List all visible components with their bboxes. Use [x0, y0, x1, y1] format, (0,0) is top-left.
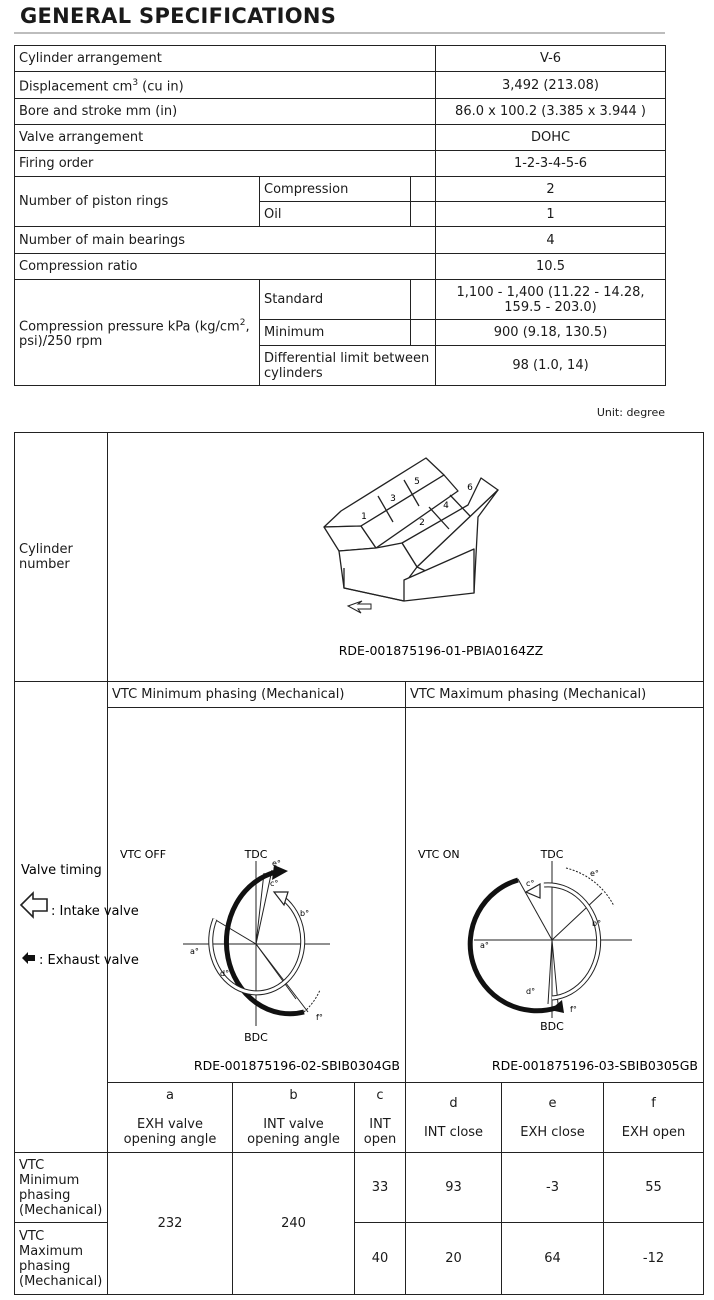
tdc-label: TDC: [244, 848, 268, 861]
table-row: [15, 1083, 704, 1153]
displacement-sup: 3: [132, 77, 139, 88]
column-desc: INT valve opening angle: [247, 1117, 340, 1147]
table-row: [15, 227, 666, 254]
column-header-f: [604, 1083, 704, 1153]
cylinder-3-label: 3: [390, 494, 396, 504]
vtc-min-figure-cell: [108, 708, 406, 1083]
table-row: [15, 46, 666, 72]
cylinder-1-label: 1: [361, 512, 367, 522]
displacement-label: Displacement cm: [19, 79, 133, 95]
spec-value: 1-2-3-4-5-6: [436, 151, 666, 177]
value-d: 20: [406, 1223, 502, 1295]
spec-value: 98 (1.0, 14): [436, 346, 666, 386]
column-header-e: [502, 1083, 604, 1153]
column-desc: EXH open: [621, 1124, 686, 1140]
column-header-d: [406, 1083, 502, 1153]
table-row: [15, 177, 666, 202]
unit-note: Unit: degree: [596, 406, 665, 419]
table-row: [15, 1153, 704, 1223]
cylinder-5-label: 5: [414, 477, 420, 487]
spec-label: Cylinder arrangement: [15, 46, 436, 72]
column-header-c: [355, 1083, 406, 1153]
column-header-b: [233, 1083, 355, 1153]
figure-caption: RDE-001875196-01-PBIA0164ZZ: [338, 643, 544, 658]
mark-e: e°: [590, 869, 599, 878]
cylinder-2-label: 2: [419, 518, 425, 528]
compression-pressure-label: Compression pressure kPa (kg/cm: [19, 319, 240, 335]
table-row: [15, 125, 666, 151]
spec-value: 4: [436, 227, 666, 254]
value-f: -12: [604, 1223, 704, 1295]
intake-valve-text: : Intake valve: [51, 904, 139, 919]
spec-sublabel: Standard: [260, 280, 411, 320]
spec-spacer: [411, 320, 436, 346]
spec-value: 2: [436, 177, 666, 202]
column-header-a: [108, 1083, 233, 1153]
f-angle-arc: [304, 990, 320, 1012]
spec-label: Firing order: [15, 151, 436, 177]
vtc-min-diagram: [108, 708, 405, 1078]
table-row: [15, 99, 666, 125]
valve-timing-label: Valve timing: [21, 863, 102, 878]
compression-pressure-label-unit: , psi)/250 rpm: [19, 319, 250, 350]
column-desc: INT close: [423, 1124, 484, 1140]
spec-sublabel: Differential limit between cylinders: [260, 346, 436, 386]
figure-caption: RDE-001875196-02-SBIB0304GB: [193, 1058, 400, 1073]
mark-a: a°: [480, 941, 489, 950]
mark-c: c°: [270, 879, 279, 888]
mark-e: e°: [272, 859, 281, 868]
table-row: [15, 254, 666, 280]
mark-d: d°: [526, 987, 536, 996]
spec-value: 900 (9.18, 130.5): [436, 320, 666, 346]
engine-block-drawing: [324, 458, 498, 601]
column-desc: INT open: [363, 1117, 397, 1147]
spec-value: 1,100 - 1,400 (11.22 - 14.28, 159.5 - 203.0): [436, 280, 666, 320]
cylinder-figure: [108, 433, 703, 677]
spec-value: 10.5: [436, 254, 666, 280]
intake-arrow-icon: [21, 893, 47, 917]
vtc-max-figure-cell: [406, 708, 704, 1083]
mark-c: c°: [526, 879, 535, 888]
value-a: 232: [108, 1153, 233, 1295]
vtc-mode-label: VTC ON: [418, 848, 460, 861]
row-label: VTC Minimum phasing (Mechanical): [15, 1153, 108, 1223]
table-row: [15, 280, 666, 320]
direction-arrow: [348, 601, 371, 613]
value-e: 64: [502, 1223, 604, 1295]
exhaust-valve-label: : Exhaust valve: [39, 953, 139, 968]
compression-pressure-sup: 2: [239, 317, 246, 328]
tdc-label: TDC: [540, 848, 564, 861]
column-desc: EXH close: [520, 1124, 585, 1140]
spec-label: [15, 72, 436, 99]
vtc-min-heading: VTC Minimum phasing (Mechanical): [108, 682, 406, 708]
spec-spacer: [411, 202, 436, 227]
column-desc: EXH valve opening angle: [123, 1117, 217, 1147]
valve-timing-table: [14, 432, 704, 1295]
value-b: 240: [233, 1153, 355, 1295]
mark-f: f°: [570, 1005, 577, 1014]
spec-sublabel: Minimum: [260, 320, 411, 346]
table-row: [15, 708, 704, 1083]
column-letter: f: [651, 1095, 656, 1111]
spec-value: DOHC: [436, 125, 666, 151]
table-row: [15, 433, 704, 682]
bdc-label: BDC: [244, 1031, 268, 1044]
column-letter: d: [449, 1095, 458, 1111]
spec-sublabel: Compression: [260, 177, 411, 202]
title-divider: [14, 32, 665, 34]
cylinder-4-label: 4: [443, 501, 449, 511]
spec-spacer: [411, 177, 436, 202]
vtc-mode-label: VTC OFF: [120, 848, 167, 861]
spec-label: Valve arrangement: [15, 125, 436, 151]
bdc-label: BDC: [540, 1020, 564, 1033]
column-letter: e: [548, 1095, 557, 1111]
mark-b: b°: [300, 909, 310, 918]
column-letter: a: [166, 1088, 174, 1103]
valve-timing-legend: [15, 682, 139, 1153]
value-f: 55: [604, 1153, 704, 1223]
column-letter: c: [376, 1088, 384, 1103]
cylinder-number-label: Cylinder number: [15, 433, 108, 682]
value-c: 40: [355, 1223, 406, 1295]
exhaust-arrow-icon: [22, 952, 35, 964]
row-label: VTC Maximum phasing (Mechanical): [15, 1223, 108, 1295]
valve-timing-legend-drawing: [15, 860, 139, 970]
cylinder-6-label: 6: [467, 483, 473, 493]
spec-value: 3,492 (213.08): [436, 72, 666, 99]
spec-label: Compression ratio: [15, 254, 436, 280]
spec-value: 86.0 x 100.2 (3.385 x 3.944 ): [436, 99, 666, 125]
value-c: 33: [355, 1153, 406, 1223]
cylinder-figure-cell: [108, 433, 704, 682]
table-row: [15, 72, 666, 99]
value-d: 93: [406, 1153, 502, 1223]
vtc-max-heading: VTC Maximum phasing (Mechanical): [406, 682, 704, 708]
spec-label: Number of main bearings: [15, 227, 436, 254]
spec-label: [15, 280, 260, 386]
spec-sublabel: Oil: [260, 202, 411, 227]
column-letter: b: [289, 1088, 298, 1103]
spec-label: Number of piston rings: [15, 177, 260, 227]
value-e: -3: [502, 1153, 604, 1223]
displacement-label-unit: (cu in): [138, 79, 184, 95]
spec-value: V-6: [436, 46, 666, 72]
mark-a: a°: [190, 947, 199, 956]
spec-value: 1: [436, 202, 666, 227]
specifications-table: [14, 45, 666, 386]
figure-caption: RDE-001875196-03-SBIB0305GB: [491, 1058, 698, 1073]
mark-f: f°: [316, 1013, 323, 1022]
spec-spacer: [411, 280, 436, 320]
page-title: GENERAL SPECIFICATIONS: [20, 4, 337, 28]
mark-b: b°: [592, 919, 602, 928]
spec-label: Bore and stroke mm (in): [15, 99, 436, 125]
mark-d: d°: [220, 969, 230, 978]
table-row: [15, 151, 666, 177]
table-row: [15, 682, 704, 708]
vtc-max-diagram: [406, 708, 703, 1078]
